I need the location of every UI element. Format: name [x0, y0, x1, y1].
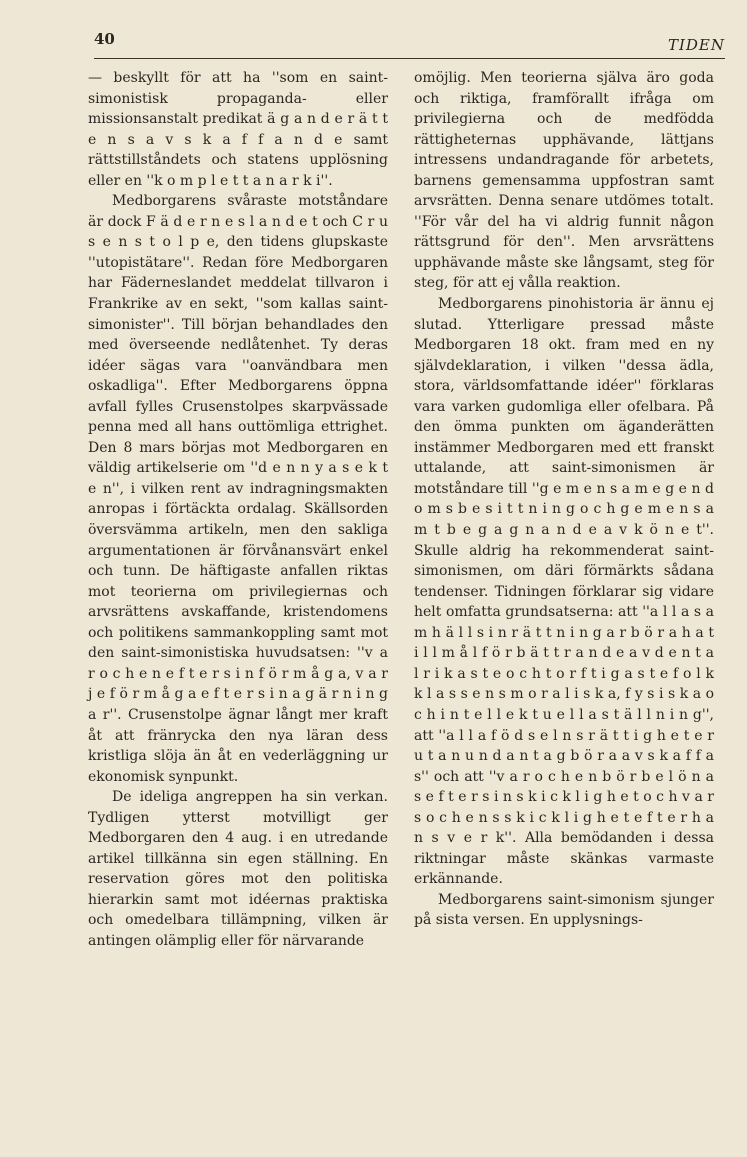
- running-title: TIDEN: [667, 36, 725, 54]
- header-rule: [94, 58, 725, 59]
- paragraph: Medborgarens pinohistoria är ännu ej slutad. Ytterligare pressad måste Medborgaren 18 okt. fram med en ny självdeklaration, i vilken ''dessa ädla, stora, världsomfattande idéer'' förklaras vara varken gudomliga eller ofelbara. På den ömma punkten om äganderätten instämmer Medborgaren med ett franskt uttalande, att saint-simonismen är motståndare till ''g e m e n s a m e g e n d o m s b e s i t t n i n g o c h g e m e n s a m t b e g a g n a n d e a v k ö n e t''. Skulle aldrig ha rekommenderat saint-simonismen, om däri förmärkts sådana tendenser. Tidningen förklarar sig vidare helt omfatta grundsatserna: att ''a l l a s a m h ä l l s i n r ä t t n i n g a r b ö r a h a t i l l m å l f ö r b ä t t r a n d e a v d e n t a l r i k a s t e o c h t o r f t i g a s t e f o l k k l a s s e n s m o r a l i s k a, f y s i s k a o c h i n t e l l e k t u e l l a s t ä l l n i n g'', att ''a l l a f ö d s e l n s r ä t t i g h e t e r u t a n u n d a n t a g b ö r a a v s k a f f a s'' och att ''v a r o c h e n b ö r b e l ö n a s e f t e r s i n s k i c k l i g h e t o c h v a r s o c h e n s s k i c k l i g h e t e f t e r h a n s v e r k''. Alla bemödanden i dessa riktningar måste skänkas varmaste erkännande.: [414, 296, 714, 888]
- left-column: [88, 68, 388, 952]
- paragraph: Medborgarens saint-simonism sjunger på sista versen. En upplysnings-: [414, 891, 714, 929]
- paragraph: Medborgarens svåraste motståndare är dock F ä d e r n e s l a n d e t och C r u s e n s t o l p e, den tidens glupskaste ''utopistätare''. Redan före Medborgaren har Fäderneslandet meddelat tillvaron i Frankrike av en sekt, ''som kallas saint-simonister''. Till början behandlades den med överseende nedlåtenhet. Ty deras idéer sägas vara ''oanvändbara men oskadliga''. Efter Medborgarens öppna avfall fylles Crusenstolpes skarpvässade penna med all hans outtömliga ettrighet. Den 8 mars börjas mot Medborgaren en väldig artikelserie om ''d e n n y a s e k t e n'', i vilken rent av indragningsmakten anropas i förtäckta ordalag. Skällsorden översvämma artikeln, men den sakliga argumentationen är förvånansvärt enkel och tunn. De häftigaste anfallen riktas mot teorierna om privilegiernas och arvsrättens avskaffande, kristendomens och politikens sammankoppling samt mot den saint-simonistiska huvudsatsen: ''v a r o c h e n e f t e r s i n f ö r m å g a, v a r j e f ö r m å g a e f t e r s i n a g ä r n i n g a r''. Crusenstolpe ägnar långt mer kraft åt att fränrycka den nya läran dess kristliga slöja än åt en vederläggning ur ekonomisk synpunkt.: [88, 193, 388, 785]
- paragraph: De ideliga angreppen ha sin verkan. Tydligen ytterst motvilligt ger Medborgaren den 4 aug. i en utredande artikel tillkänna sin egen ställning. En reservation göres mot den politiska hierarkin samt mot idéernas praktiska och omedelbara tillämpning, vilken är antingen olämplig eller för närvarande: [88, 789, 388, 949]
- paragraph: — beskyllt för att ha ''som en saint-simonistisk propaganda- eller missionsanstalt predikat ä g a n d e r ä t t e n s a v s k a f f a n d e samt rättstillståndets och statens upplösning eller en ''k o m p l e t t a n a r k i''.: [88, 70, 388, 189]
- paragraph: omöjlig. Men teorierna själva äro goda och riktiga, framförallt ifråga om privilegierna och de medfödda rättigheternas upphävande, lättjans intressens undandragande för arbetets, barnens gemensamma uppfostran samt arvsrätten. Denna senare utdömes totalt. ''För vår del ha vi aldrig funnit någon rättsgrund för den''. Men arvsrättens upphävande måste ske långsamt, steg för steg, för att ej vålla reaktion.: [414, 70, 714, 292]
- page-number: 40: [94, 30, 115, 48]
- right-column: [414, 68, 714, 931]
